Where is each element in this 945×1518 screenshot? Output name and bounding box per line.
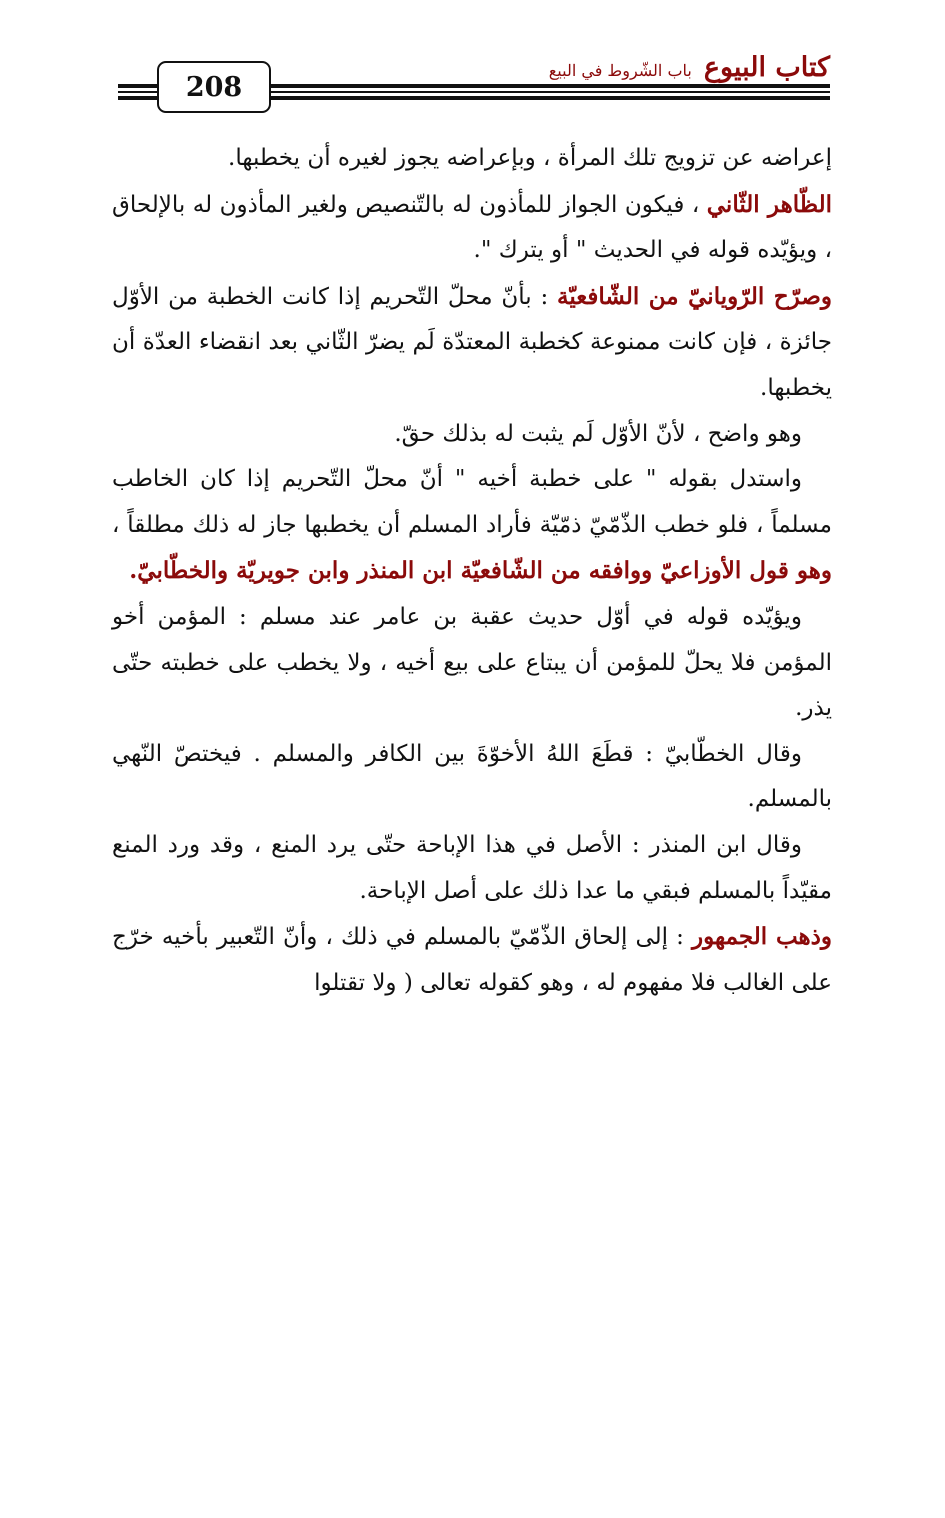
highlighted-phrase: وصرّح الرّويانيّ من الشّافعيّة [557, 282, 832, 310]
text-run: ويؤيّده قوله في أوّل حديث عقبة بن عامر عند مسلم : المؤمن أخو المؤمن فلا يحلّ للمؤمن أن يبتاع على بيع أخيه ، ولا يخطب على خطبته حتّى يذر. [112, 603, 832, 722]
paragraph [112, 914, 832, 1006]
paragraph [112, 457, 832, 595]
text-run: : إلى إلحاق الذّمّيّ بالمسلم في ذلك ، وأنّ التّعبير بأخيه خرّج على الغالب فلا مفهوم له ، وهو كقوله تعالى ( ولا تقتلوا [112, 924, 832, 996]
highlighted-phrase: وهو قول الأوزاعيّ ووافقه من الشّافعيّة ابن المنذر وابن جويريّة والخطّابيّ. [129, 557, 832, 585]
text-run: وقال الخطّابيّ : قطَعَ اللهُ الأخوّةَ بين الكافر والمسلم . فيختصّ النّهي بالمسلم. [112, 740, 832, 813]
paragraph [112, 823, 832, 914]
paragraph [112, 595, 832, 732]
text-run: وهو واضح ، لأنّ الأوّل لَم يثبت له بذلك حقّ. [394, 420, 802, 447]
page-header [0, 0, 945, 120]
body-text [112, 136, 832, 1006]
text-run: ، فيكون الجواز للمأذون له بالتّنصيص ولغير المأذون له بالإلحاق ، ويؤيّده قوله في الحديث " أو يترك ". [112, 191, 832, 264]
highlighted-phrase: الظّاهر الثّاني [706, 190, 832, 218]
paragraph [112, 136, 832, 182]
text-run: إعراضه عن تزويج تلك المرأة ، وبإعراضه يجوز لغيره أن يخطبها. [228, 145, 832, 171]
book-title: كتاب البيوع [703, 52, 830, 83]
paragraph [112, 732, 832, 823]
text-run: : بأنّ محلّ التّحريم إذا كانت الخطبة من الأوّل جائزة ، فإن كانت ممنوعة كخطبة المعتدّة لَم يضرّ الثّاني بعد انقضاء العدّة أن يخطبها. [112, 283, 832, 401]
paragraph [112, 274, 832, 412]
highlighted-phrase: وذهب الجمهور [692, 923, 833, 951]
text-run: واستدل بقوله " على خطبة أخيه " أنّ محلّ التّحريم إذا كان الخاطب مسلماً ، فلو خطب الذّمّيّ ذمّيّة فأراد المسلم أن يخطبها جاز له ذلك مطلقاً ، [112, 466, 832, 538]
chapter-title: باب الشّروط في البيع [548, 61, 692, 80]
paragraph [112, 412, 832, 458]
page-number-box [157, 61, 271, 113]
text-run: وقال ابن المنذر : الأصل في هذا الإباحة حتّى يرد المنع ، وقد ورد المنع مقيّداً بالمسلم فبقي ما عدا ذلك على أصل الإباحة. [112, 831, 832, 904]
page-number: 208 [185, 71, 243, 103]
header-titles [549, 52, 830, 83]
paragraph [112, 182, 832, 274]
